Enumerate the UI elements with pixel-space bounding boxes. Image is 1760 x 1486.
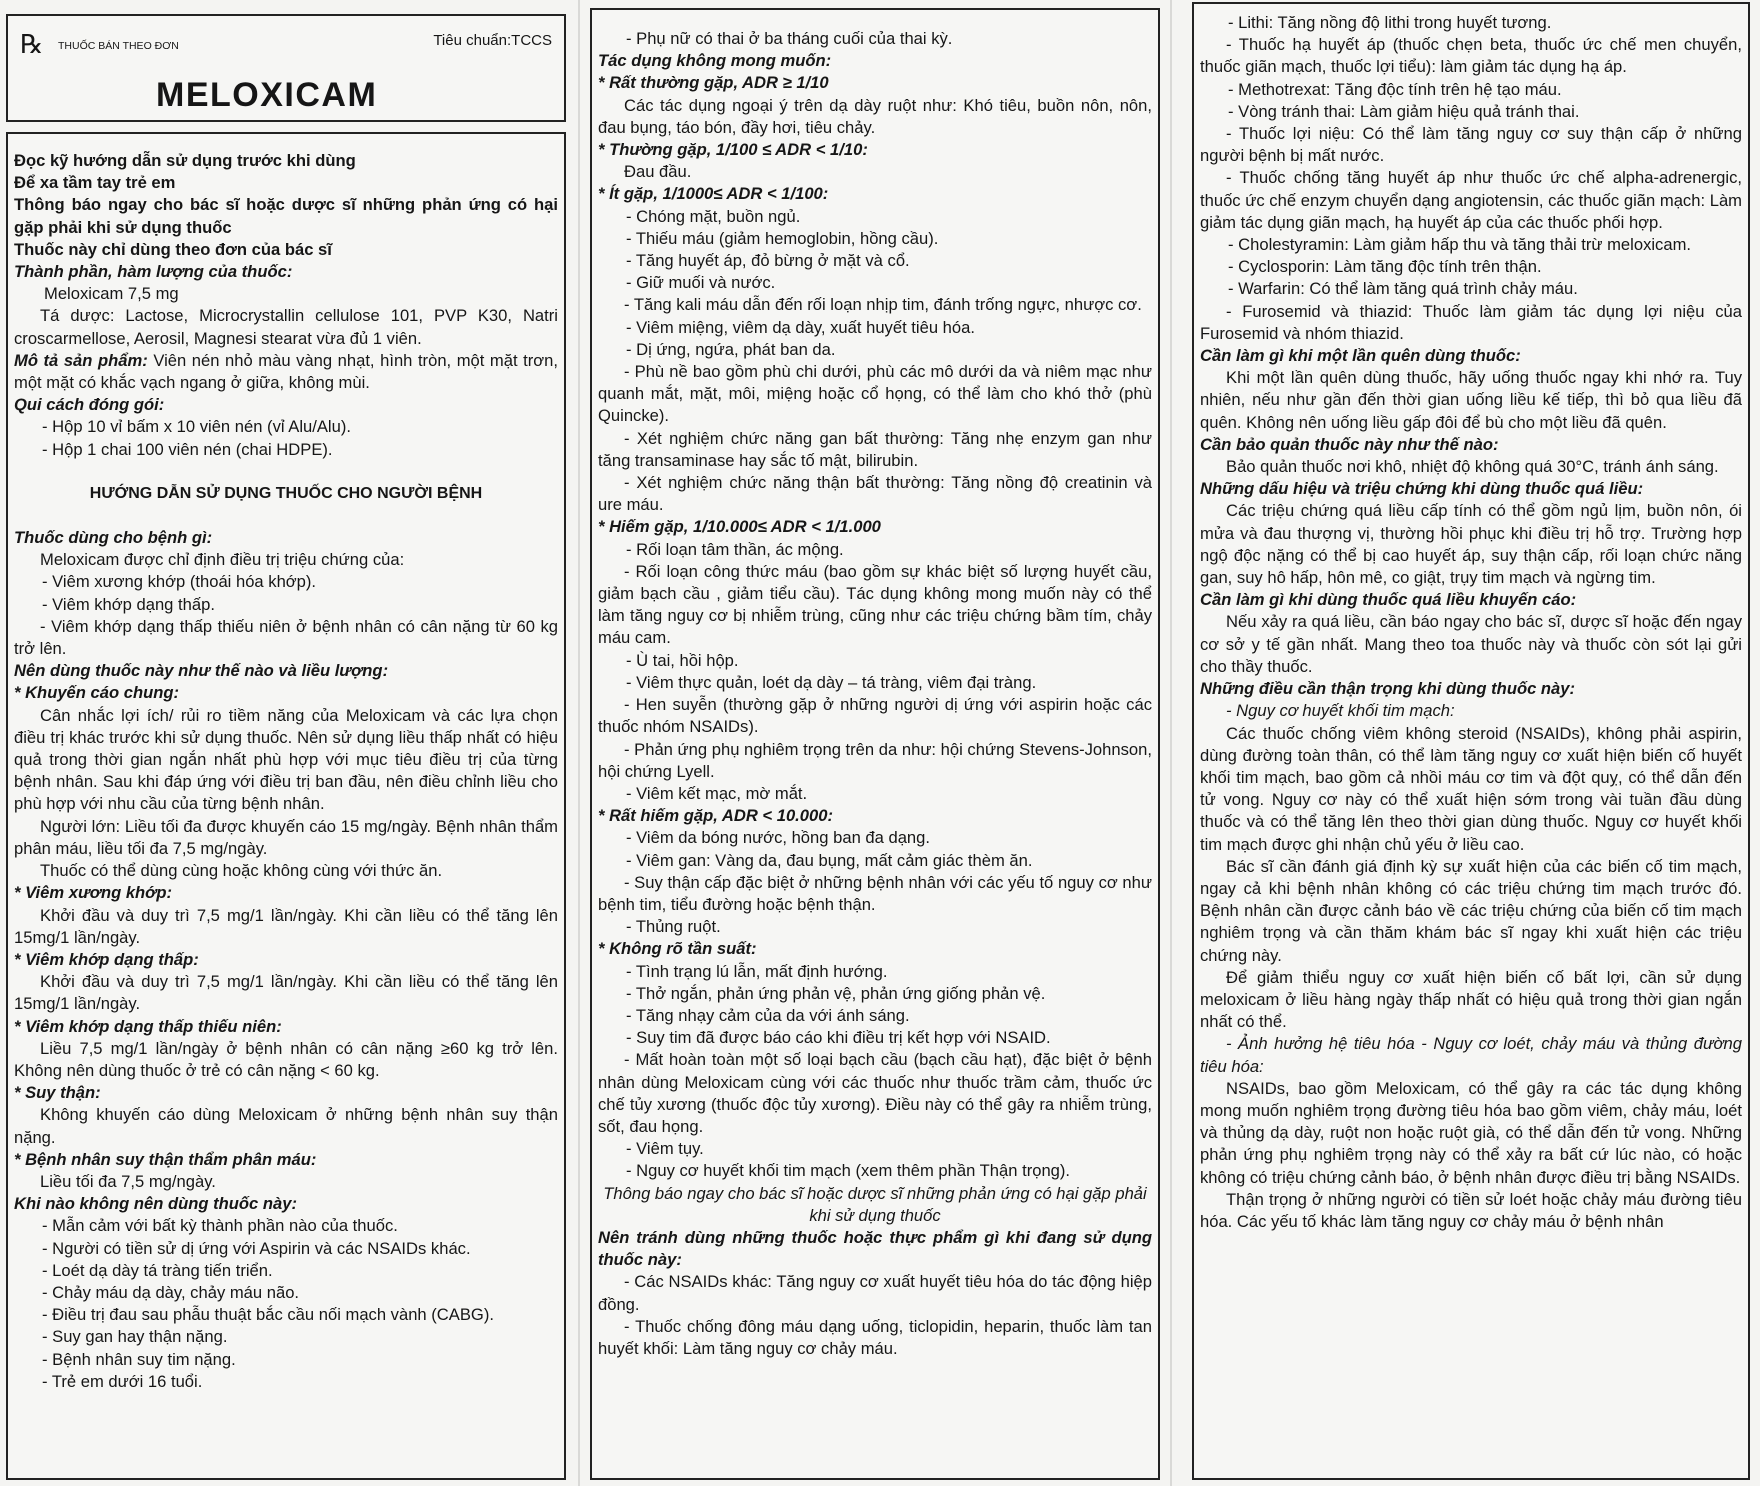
col2-paragraph: Nên tránh dùng những thuốc hoặc thực phẩm gì khi đang sử dụng thuốc này:: [598, 1227, 1152, 1270]
col2-paragraph: - Phụ nữ có thai ở ba tháng cuối của thai kỳ.: [626, 29, 953, 48]
col3-paragraph: - Thuốc lợi niệu: Có thể làm tăng nguy cơ suy thận cấp ở những người bệnh bị mất nước.: [1200, 124, 1742, 166]
col2-paragraph: - Tăng kali máu dẫn đến rối loạn nhịp tim, đánh trống ngực, nhược cơ.: [624, 295, 1142, 315]
col2-paragraph: - Thở ngắn, phản ứng phản vệ, phản ứng giống phản vệ.: [626, 983, 1046, 1003]
col1-paragraph: * Suy thận:: [14, 1083, 101, 1103]
col3-paragraph: - Methotrexat: Tăng độc tính trên hệ tạo máu.: [1228, 79, 1562, 99]
col3-paragraph: - Thuốc hạ huyết áp (thuốc chẹn beta, thuốc ức chế men chuyển, thuốc giãn mạch, thuốc lợi tiểu): làm giảm tác dụng hạ áp.: [1200, 35, 1742, 77]
col3-paragraph: - Vòng tránh thai: Làm giảm hiệu quả tránh thai.: [1228, 101, 1580, 121]
col3-paragraph: NSAIDs, bao gồm Meloxicam, có thể gây ra các tác dụng không mong muốn nghiêm trọng đường tiêu hóa bao gồm viêm, chảy máu, loét và thủng dạ dày, ruột non hoặc ruột già, có thể dẫn đến tử vong. Những phản ứng phụ nghiêm trọng này có thể xảy ra bất cứ lúc nào, có hoặc không có triệu chứng cảnh báo, ở bệnh nhân được điều trị bằng NSAIDs.: [1200, 1078, 1742, 1187]
col1-paragraph: - Bệnh nhân suy tim nặng.: [42, 1349, 236, 1369]
col2-paragraph: - Thiếu máu (giảm hemoglobin, hồng cầu).: [626, 228, 939, 248]
col3-paragraph: Nếu xảy ra quá liều, cần báo ngay cho bác sĩ, dược sĩ hoặc đến ngay cơ sở y tế gần nhất. Mang theo toa thuốc này và thuốc còn sót lại gửi cho thầy thuốc.: [1200, 612, 1742, 676]
col2-paragraph: - Viêm tụy.: [626, 1139, 704, 1159]
col1-paragraph: * Viêm khớp dạng thấp thiếu niên:: [14, 1016, 282, 1036]
col2-paragraph: - Các NSAIDs khác: Tăng nguy cơ xuất huyết tiêu hóa do tác động hiệp đồng.: [598, 1272, 1152, 1314]
col3-paragraph: Bác sĩ cần đánh giá định kỳ sự xuất hiện của các biến cố tim mạch, ngay cả khi bệnh nhân không có các triệu chứng tim mạch trước đó. Bệnh nhân cần được cảnh báo về các triệu chứng của biến cố tim mạch nghiêm trọng và cần thăm khám bác sĩ ngay khi xuất hiện các triệu chứng này.: [1200, 856, 1742, 965]
col1-paragraph: Nên dùng thuốc này như thế nào và liều lượng:: [14, 661, 389, 681]
col2-paragraph: Tác dụng không mong muốn:: [598, 51, 832, 71]
col1-paragraph: Cân nhắc lợi ích/ rủi ro tiềm năng của Meloxicam và các lựa chọn điều trị khác trước khi sử dụng thuốc. Nên sử dụng liều thấp nhất có hiệu quả trong thời gian ngắn nhất phù hợp với mục tiêu điều trị của từng bệnh nhân. Sau khi đáp ứng với điều trị ban đầu, nên điều chỉnh liều cho phù hợp với nhu cầu của từng bệnh nhân.: [14, 705, 558, 814]
col1-paragraph: Liều tối đa 7,5 mg/ngày.: [40, 1171, 216, 1191]
col1-paragraph: Thông báo ngay cho bác sĩ hoặc dược sĩ những phản ứng có hại gặp phải khi sử dụng thuốc: [14, 195, 558, 237]
col1-paragraph: [14, 505, 558, 527]
col2-paragraph: - Phản ứng phụ nghiêm trọng trên da như: hội chứng Stevens-Johnson, hội chứng Lyell.: [598, 739, 1152, 781]
col1-paragraph: Không khuyến cáo dùng Meloxicam ở những bệnh nhân suy thận nặng.: [14, 1105, 558, 1147]
col1-paragraph: Để xa tầm tay trẻ em: [14, 173, 176, 193]
col2-paragraph: - Rối loạn tâm thần, ác mộng.: [626, 539, 844, 559]
col3-paragraph: Cần làm gì khi dùng thuốc quá liều khuyến cáo:: [1200, 590, 1577, 610]
col3-paragraph: - Thuốc chống tăng huyết áp như thuốc ức chế alpha-adrenergic, thuốc ức chế enzym chuyển dạng angiotensin, các thuốc giãn mạch: Làm giảm tác dụng giãn mạch, hạ huyết áp của các thuốc phối hợp.: [1200, 168, 1742, 232]
col1-paragraph: - Mẫn cảm với bất kỳ thành phần nào của thuốc.: [42, 1216, 398, 1236]
col1-paragraph: HƯỚNG DẪN SỬ DỤNG THUỐC CHO NGƯỜI BỆNH: [89, 484, 483, 502]
col2-paragraph: * Ít gặp, 1/1000≤ ADR < 1/100:: [598, 184, 829, 204]
col2-paragraph: - Chóng mặt, buồn ngủ.: [626, 206, 801, 226]
product-title: MELOXICAM: [156, 76, 378, 114]
col1-paragraph: Tá dược: Lactose, Microcrystallin cellulose 101, PVP K30, Natri croscarmellose, Aerosil, Magnesi stearat vừa đủ 1 viên.: [14, 306, 558, 348]
col1-paragraph: [14, 461, 558, 483]
col1-paragraph: * Viêm khớp dạng thấp:: [14, 949, 199, 969]
col1-paragraph: * Viêm xương khớp:: [14, 883, 172, 903]
col2-paragraph: - Tình trạng lú lẫn, mất định hướng.: [626, 961, 888, 981]
col1-paragraph: Thành phần, hàm lượng của thuốc:: [14, 262, 293, 282]
col1-paragraph: Thuốc này chỉ dùng theo đơn của bác sĩ: [14, 239, 332, 259]
col2-paragraph: - Mất hoàn toàn một số loại bạch cầu (bạch cầu hạt), đặc biệt ở bệnh nhân dùng Meloxicam cùng với các thuốc như thuốc trầm cảm, thuốc ức chế tủy xương (thuốc độc tủy xương). Điều này có thể gây ra nhiễm trùng, sốt, đau họng.: [598, 1050, 1152, 1136]
col3-paragraph: - Cyclosporin: Làm tăng độc tính trên thận.: [1228, 257, 1542, 277]
col1-paragraph: Thuốc dùng cho bệnh gì:: [14, 528, 213, 548]
col1-paragraph: Liều 7,5 mg/1 lần/ngày ở bệnh nhân có cân nặng ≥60 kg trở lên. Không nên dùng thuốc ở trẻ có cân nặng < 60 kg.: [14, 1038, 558, 1080]
col2-paragraph: - Rối loạn công thức máu (bao gồm sự khác biệt số lượng huyết cầu, giảm bạch cầu , giảm tiểu cầu). Tác dụng không mong muốn này có thể làm tăng nguy cơ bị nhiễm trùng, cũng như các triệu chứng bầm tím, chảy máu cam.: [598, 561, 1152, 648]
col2-paragraph: - Tăng huyết áp, đỏ bừng ở mặt và cổ.: [626, 251, 910, 271]
col3-paragraph: - Nguy cơ huyết khối tim mạch:: [1226, 701, 1455, 721]
col3-paragraph: Những dấu hiệu và triệu chứng khi dùng thuốc quá liều:: [1200, 479, 1644, 499]
col2-paragraph: * Thường gặp, 1/100 ≤ ADR < 1/10:: [598, 140, 868, 160]
col1-paragraph: Meloxicam 7,5 mg: [44, 284, 179, 304]
col2-paragraph: - Viêm da bóng nước, hồng ban đa dạng.: [626, 828, 930, 848]
col3-paragraph: Để giảm thiểu nguy cơ xuất hiện biến cố bất lợi, cần sử dụng meloxicam ở liều hàng ngày thấp nhất có hiệu quả trong thời gian ngắn nhất có thể.: [1200, 967, 1742, 1032]
col1-paragraph: - Viêm xương khớp (thoái hóa khớp).: [42, 572, 317, 592]
col2-paragraph: - Viêm gan: Vàng da, đau bụng, mất cảm giác thèm ăn.: [626, 850, 1033, 870]
header-box: [6, 14, 566, 122]
col1-paragraph: Khởi đầu và duy trì 7,5 mg/1 lần/ngày. Khi cần liều có thể tăng lên 15mg/1 lần/ngày.: [14, 972, 558, 1014]
col3-paragraph: Các triệu chứng quá liều cấp tính có thể gồm ngủ lịm, buồn nôn, ói mửa và đau thượng vị, thường hồi phục khi điều trị hỗ trợ. Trường hợp ngộ độc nặng có thể bị cao huyết áp, suy thận cấp, rối loạn chức năng gan, suy hô hấp, hôn mê, co giật, trụy tim mạch và ngừng tim.: [1200, 501, 1742, 588]
col1-paragraph: * Bệnh nhân suy thận thẩm phân máu:: [14, 1149, 317, 1169]
col2-paragraph: - Thuốc chống đông máu dạng uống, ticlopidin, heparin, thuốc làm tan huyết khối: Làm tăng nguy cơ chảy máu.: [598, 1316, 1152, 1358]
col3-paragraph: - Cholestyramin: Làm giảm hấp thu và tăng thải trừ meloxicam.: [1228, 235, 1692, 255]
col1-paragraph: * Khuyến cáo chung:: [14, 683, 180, 703]
col1-paragraph: - Hộp 1 chai 100 viên nén (chai HDPE).: [42, 439, 333, 459]
col2-paragraph: - Viêm kết mạc, mờ mắt.: [626, 783, 808, 803]
col2-paragraph: - Thủng ruột.: [626, 917, 721, 937]
col1-paragraph: - Hộp 10 vỉ bấm x 10 viên nén (vỉ Alu/Alu).: [42, 417, 351, 437]
col2-paragraph: - Ù tai, hồi hộp.: [626, 650, 739, 670]
rx-icon: ℞: [20, 30, 44, 60]
col3-paragraph: Những điều cần thận trọng khi dùng thuốc này:: [1200, 679, 1576, 699]
col1-paragraph: - Chảy máu dạ dày, chảy máu não.: [42, 1282, 300, 1302]
col2-paragraph: - Giữ muối và nước.: [626, 273, 776, 293]
col1-paragraph: - Viêm khớp dạng thấp thiếu niên ở bệnh nhân có cân nặng từ 60 kg trở lên.: [14, 616, 558, 659]
col1-paragraph: - Loét dạ dày tá tràng tiến triển.: [42, 1260, 273, 1280]
col3-paragraph: - Furosemid và thiazid: Thuốc làm giảm tác dụng lợi niệu của Furosemid và nhóm thiazid.: [1200, 301, 1742, 343]
col2-paragraph: - Nguy cơ huyết khối tim mạch (xem thêm phần Thận trọng).: [626, 1161, 1071, 1181]
col1-paragraph: Thuốc có thể dùng cùng hoặc không cùng với thức ăn.: [40, 861, 443, 881]
col2-paragraph: Các tác dụng ngoại ý trên dạ dày ruột như: Khó tiêu, buồn nôn, nôn, đau bụng, táo bón, đầy hơi, tiêu chảy.: [598, 95, 1152, 137]
col2-paragraph: - Tăng nhạy cảm của da với ánh sáng.: [626, 1005, 910, 1025]
rx-label: THUỐC BÁN THEO ĐƠN: [58, 40, 179, 52]
col1-paragraph: Khi nào không nên dùng thuốc này:: [14, 1194, 297, 1214]
column-1-text: [14, 150, 558, 1393]
col3-paragraph: Bảo quản thuốc nơi khô, nhiệt độ không quá 30°C, tránh ánh sáng.: [1226, 457, 1719, 477]
col1-paragraph: Meloxicam được chỉ định điều trị triệu chứng của:: [40, 550, 405, 570]
col2-paragraph: - Suy thận cấp đặc biệt ở những bệnh nhân với các yếu tố nguy cơ như bệnh tim, tiểu đường hoặc bệnh thận.: [598, 872, 1152, 914]
col1-paragraph: - Trẻ em dưới 16 tuổi.: [42, 1371, 203, 1391]
col2-paragraph: - Viêm miệng, viêm dạ dày, xuất huyết tiêu hóa.: [626, 317, 975, 337]
col3-paragraph: - Warfarin: Có thể làm tăng quá trình chảy máu.: [1228, 279, 1578, 299]
col1-paragraph: Đọc kỹ hướng dẫn sử dụng trước khi dùng: [14, 151, 356, 170]
col1-paragraph: Mô tả sản phẩm: Viên nén nhỏ màu vàng nhạt, hình tròn, một mặt trơn, một mặt có khắc vạch ngang ở giữa, không mùi.: [14, 350, 558, 393]
col3-paragraph: - Ảnh hưởng hệ tiêu hóa - Nguy cơ loét, chảy máu và thủng đường tiêu hóa:: [1200, 1034, 1742, 1076]
col3-paragraph: - Lithi: Tăng nồng độ lithi trong huyết tương.: [1228, 13, 1552, 32]
col1-paragraph: Khởi đầu và duy trì 7,5 mg/1 lần/ngày. Khi cần liều có thể tăng lên 15mg/1 lần/ngày.: [14, 905, 558, 947]
col2-paragraph: * Không rõ tần suất:: [598, 939, 757, 959]
col2-paragraph: * Rất thường gặp, ADR ≥ 1/10: [598, 73, 829, 93]
col3-paragraph: Khi một lần quên dùng thuốc, hãy uống thuốc ngay khi nhớ ra. Tuy nhiên, nếu như gần đến thời gian uống liều kế tiếp, thì bỏ qua liều đã quên. Không nên uống liều gấp đôi để bù cho một liều đã quên.: [1200, 368, 1742, 432]
col2-paragraph: Thông báo ngay cho bác sĩ hoặc dược sĩ những phản ứng có hại gặp phải khi sử dụng thuốc: [603, 1183, 1147, 1225]
col2-paragraph: - Xét nghiệm chức năng thận bất thường: Tăng nồng độ creatinin và ure máu.: [598, 473, 1152, 515]
col2-paragraph: * Rất hiếm gặp, ADR < 10.000:: [598, 806, 834, 826]
column-3-text: [1200, 12, 1742, 1233]
standard-label: Tiêu chuẩn:TCCS: [433, 32, 552, 49]
col1-paragraph: Qui cách đóng gói:: [14, 395, 165, 415]
col2-paragraph: - Suy tim đã được báo cáo khi điều trị kết hợp với NSAID.: [626, 1028, 1051, 1048]
col1-paragraph: - Viêm khớp dạng thấp.: [42, 594, 215, 614]
col2-paragraph: Đau đầu.: [624, 162, 692, 182]
col2-paragraph: - Dị ứng, ngứa, phát ban da.: [626, 339, 836, 359]
col2-paragraph: * Hiếm gặp, 1/10.000≤ ADR < 1/1.000: [598, 517, 881, 537]
col3-paragraph: Các thuốc chống viêm không steroid (NSAIDs), không phải aspirin, dùng đường toàn thân, có thể làm tăng nguy cơ xuất hiện biến cố huyết khối tim mạch, bao gồm cả nhồi máu cơ tim và đột quỵ, có thể dẫn đến tử vong. Nguy cơ này có thể xuất hiện sớm trong vài tuần đầu dùng thuốc và có thể tăng lên theo thời gian dùng thuốc. Nguy cơ huyết khối tim mạch được ghi nhận chủ yếu ở liều cao.: [1200, 723, 1742, 854]
column-2-text: [598, 28, 1152, 1360]
col2-paragraph: - Viêm thực quản, loét dạ dày – tá tràng, viêm đại tràng.: [626, 672, 1037, 692]
col1-paragraph: - Người có tiền sử dị ứng với Aspirin và các NSAIDs khác.: [42, 1238, 471, 1258]
col3-paragraph: Cần bảo quản thuốc này như thế nào:: [1200, 434, 1499, 454]
col2-paragraph: - Phù nề bao gồm phù chi dưới, phù các mô dưới da và niêm mạc như quanh mắt, mặt, môi, miệng hoặc cổ họng, có thể làm cho khó thở (phù Quincke).: [598, 362, 1152, 426]
col2-paragraph: - Xét nghiệm chức năng gan bất thường: Tăng nhẹ enzym gan như tăng transaminase hay sắc tố mật, bilirubin.: [598, 428, 1152, 470]
col1-paragraph: - Suy gan hay thận nặng.: [42, 1327, 228, 1347]
col3-paragraph: Cần làm gì khi một lần quên dùng thuốc:: [1200, 346, 1521, 366]
col3-paragraph: Thận trọng ở những người có tiền sử loét hoặc chảy máu đường tiêu hóa. Các yếu tố khác làm tăng nguy cơ chảy máu ở bệnh nhân: [1200, 1189, 1742, 1231]
col2-paragraph: - Hen suyễn (thường gặp ở những người dị ứng với aspirin hoặc các thuốc nhóm NSAIDs).: [598, 695, 1152, 737]
col1-paragraph: Người lớn: Liều tối đa được khuyến cáo 15 mg/ngày. Bệnh nhân thẩm phân máu, liều tối đa 7,5 mg/ngày.: [14, 816, 558, 858]
col1-paragraph: - Điều trị đau sau phẫu thuật bắc cầu nối mạch vành (CABG).: [42, 1305, 494, 1325]
